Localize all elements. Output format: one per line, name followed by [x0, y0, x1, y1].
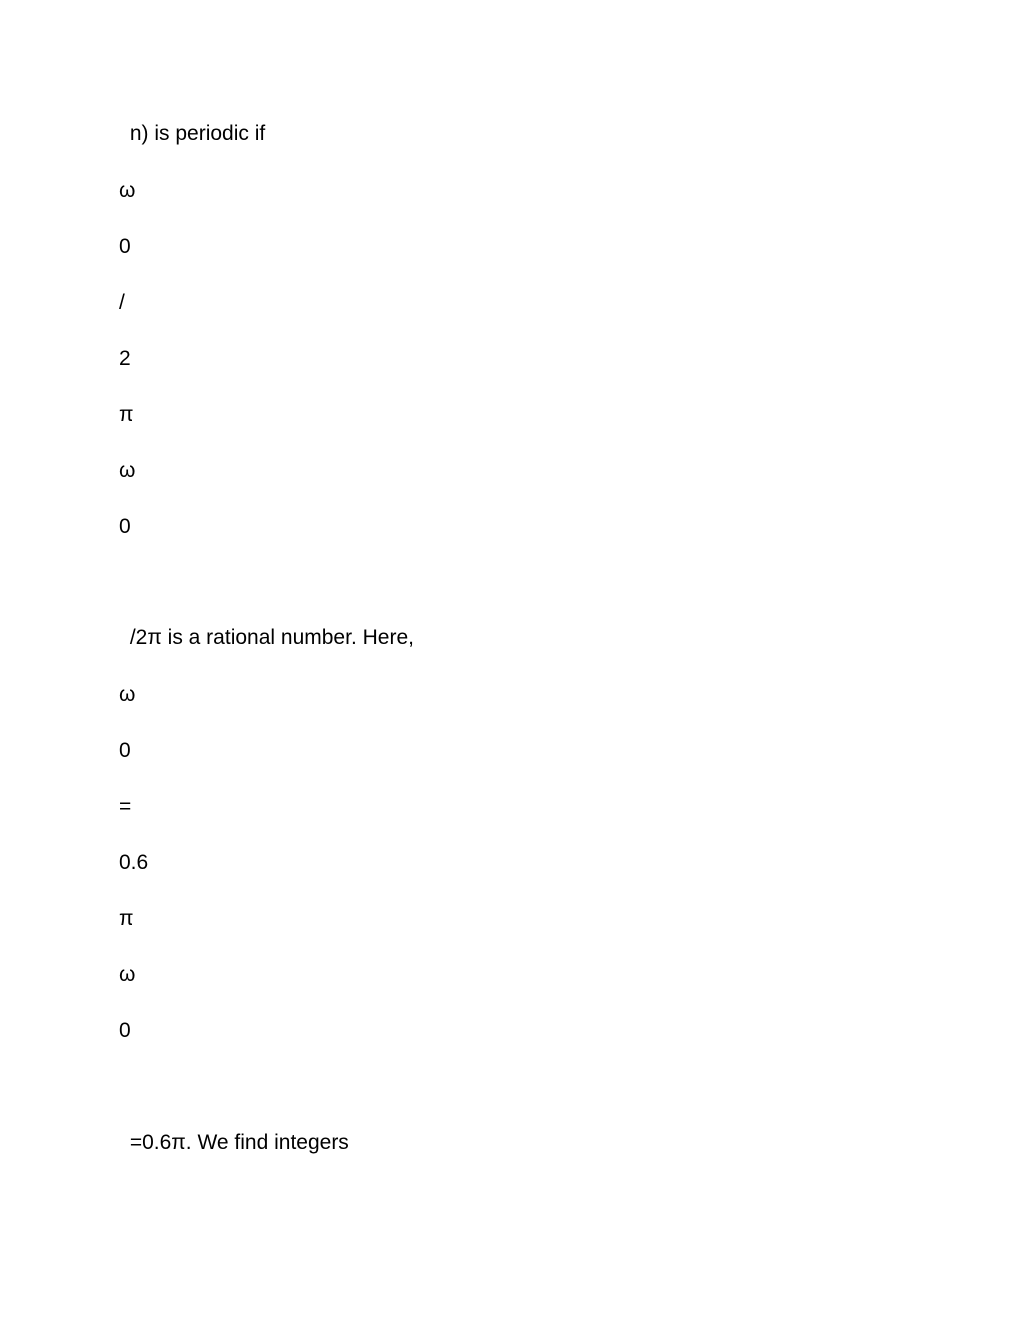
symbol-two: 2: [119, 347, 131, 370]
symbol-zero: 0: [119, 235, 131, 258]
text-line-find-integers: =0.6π. We find integers: [124, 1131, 349, 1154]
symbol-omega: ω: [119, 459, 136, 482]
symbol-omega: ω: [119, 963, 136, 986]
symbol-omega: ω: [119, 179, 136, 202]
symbol-zero: 0: [119, 739, 131, 762]
symbol-omega: ω: [119, 683, 136, 706]
text-line-rational-number: /2π is a rational number. Here,: [124, 626, 414, 649]
symbol-pi: π: [119, 907, 134, 930]
symbol-equals: =: [119, 795, 132, 818]
value-zero-point-six: 0.6: [119, 851, 149, 874]
symbol-zero: 0: [119, 515, 131, 538]
symbol-slash: /: [119, 291, 125, 314]
text-line-periodic-if: n) is periodic if: [124, 122, 266, 145]
symbol-zero: 0: [119, 1019, 131, 1042]
symbol-pi: π: [119, 403, 134, 426]
